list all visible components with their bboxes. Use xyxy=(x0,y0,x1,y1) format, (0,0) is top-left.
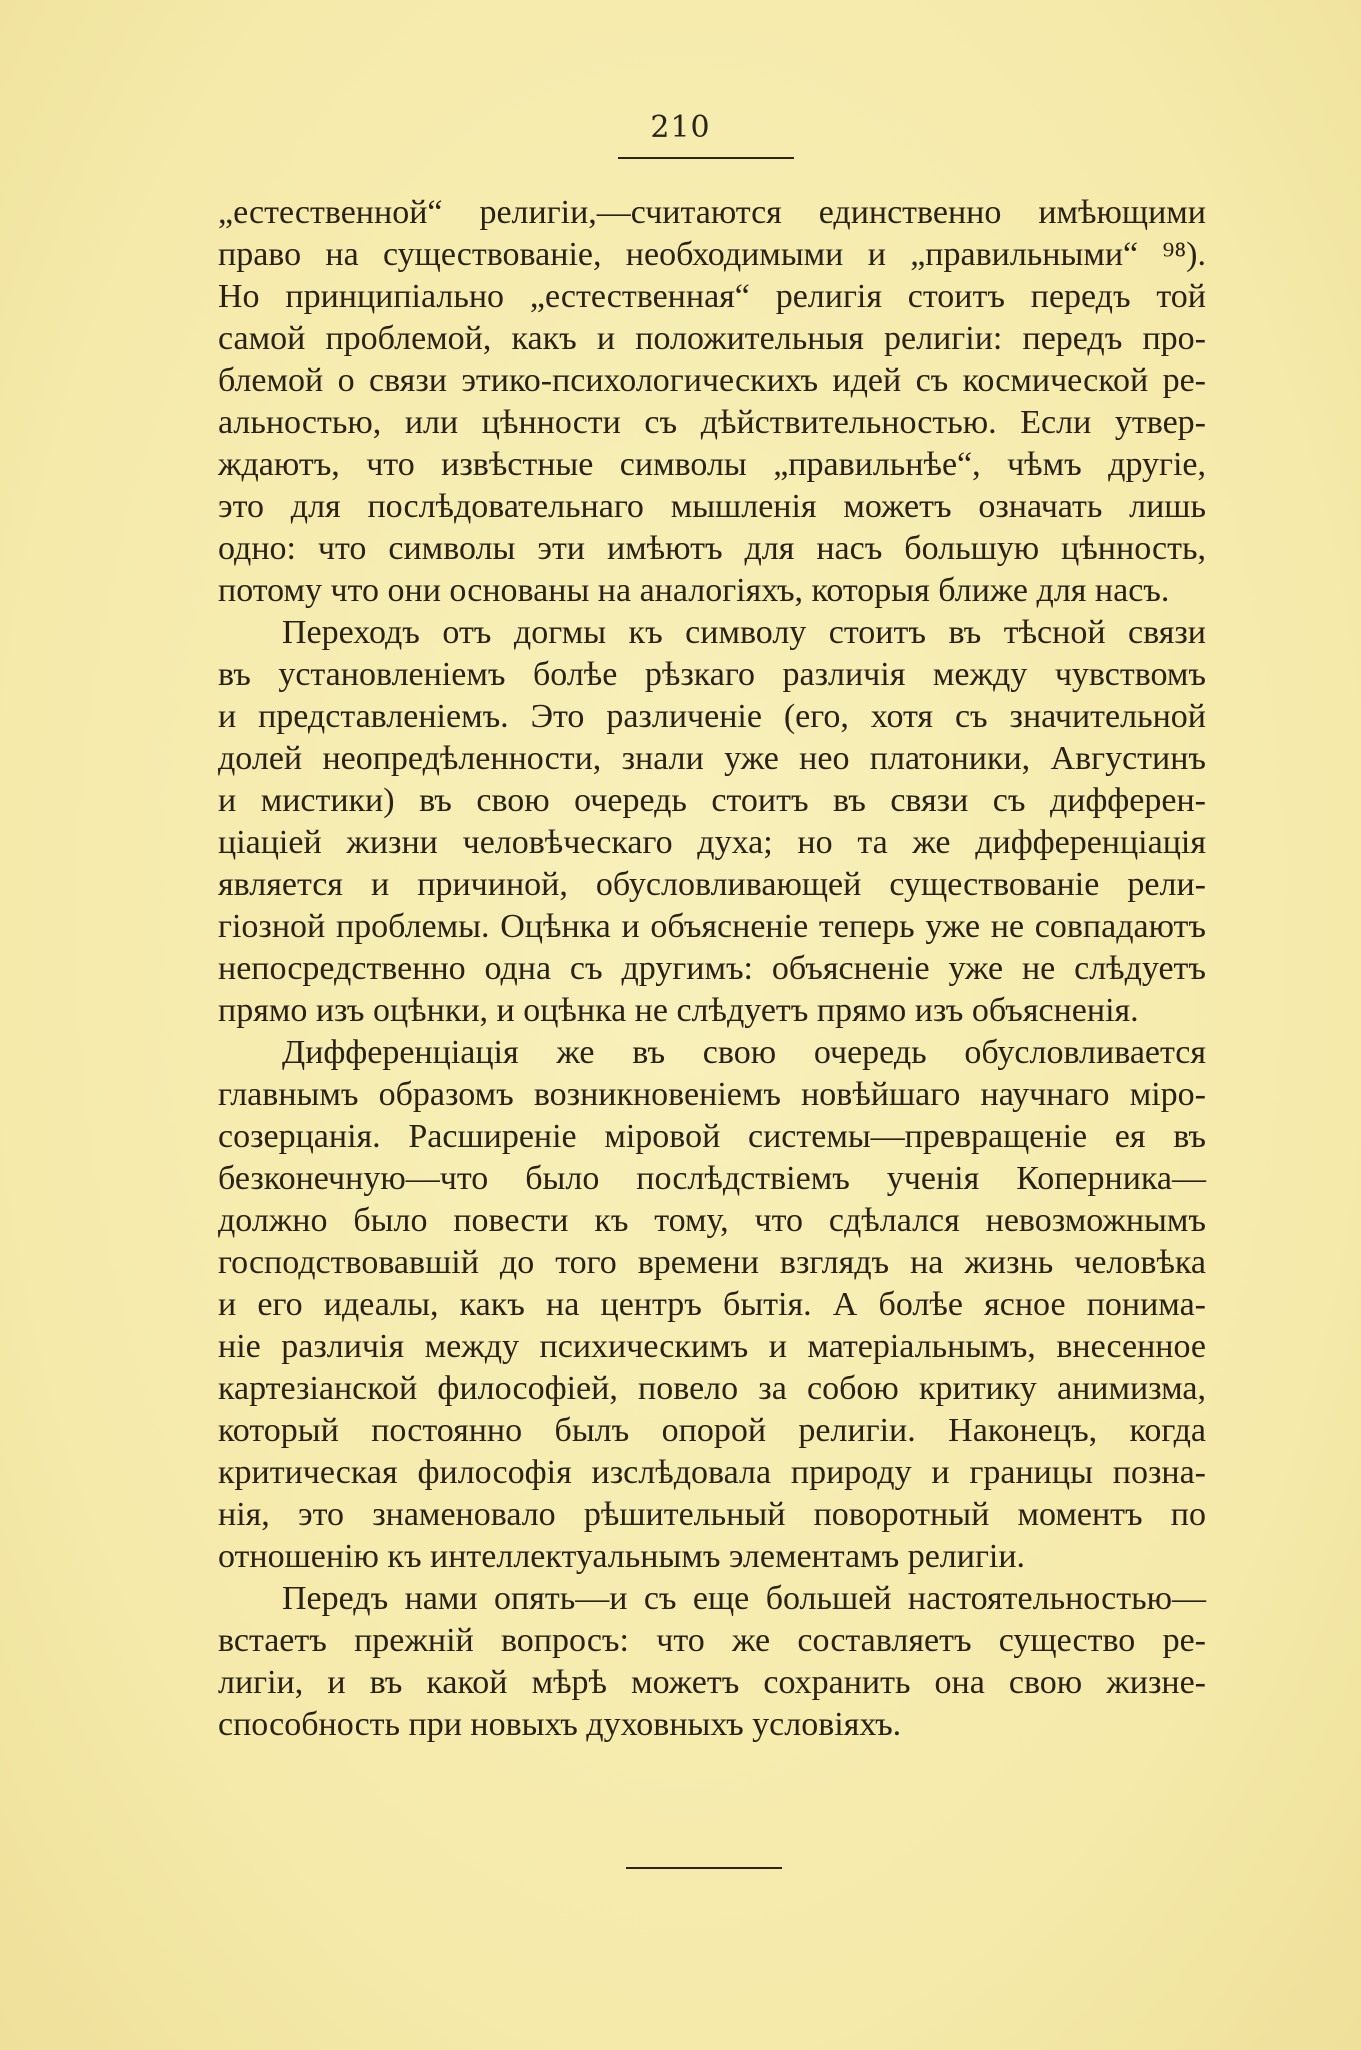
text-line: безконечную—что было послѣдствіемъ ученія Коперника— xyxy=(218,1160,1206,1197)
text-line: и представленіемъ. Это различеніе (его, хотя съ значительной xyxy=(218,698,1206,735)
text-line: способность при новыхъ духовныхъ условіяхъ. xyxy=(218,1706,902,1743)
page-number: 210 xyxy=(650,110,711,145)
text-line: одно: что символы эти имѣютъ для насъ большую цѣнность, xyxy=(218,530,1206,567)
text-line: это для послѣдовательнаго мышленія можетъ означать лишь xyxy=(218,488,1206,525)
text-line: долей неопредѣленности, знали уже нео платоники, Августинъ xyxy=(218,740,1206,777)
text-line: который постоянно былъ опорой религіи. Наконецъ, когда xyxy=(218,1412,1206,1449)
text-line: Дифференціація же въ свою очередь обусловливается xyxy=(282,1034,1206,1071)
header-rule xyxy=(618,157,794,159)
text-line: ціаціей жизни человѣческаго духа; но та же дифференціація xyxy=(218,824,1206,861)
text-line: потому что они основаны на аналогіяхъ, которыя ближе для насъ. xyxy=(218,572,1170,609)
text-line: должно было повести къ тому, что сдѣлался невозможнымъ xyxy=(218,1202,1206,1239)
text-line: самой проблемой, какъ и положительныя религіи: передъ про- xyxy=(218,320,1206,357)
text-line: Передъ нами опять—и съ еще большей настоятельностью— xyxy=(282,1580,1206,1617)
text-line: непосредственно одна съ другимъ: объясненіе уже не слѣдуетъ xyxy=(218,950,1206,987)
text-line: господствовавшій до того времени взглядъ на жизнь человѣка xyxy=(218,1244,1206,1281)
text-line: картезіанской философіей, повело за собою критику анимизма, xyxy=(218,1370,1206,1407)
text-line: Но принципіально „естественная“ религія стоитъ передъ той xyxy=(218,278,1206,315)
text-line: альностью, или цѣнности съ дѣйствительностью. Если утвер- xyxy=(218,404,1206,441)
text-line: ждаютъ, что извѣстные символы „правильнѣе“, чѣмъ другіе, xyxy=(218,446,1206,483)
text-line: „естественной“ религіи,—считаются единственно имѣющими xyxy=(218,194,1206,231)
footer-rule xyxy=(626,1867,782,1869)
text-line: встаетъ прежній вопросъ: что же составляетъ существо ре- xyxy=(218,1622,1206,1659)
text-line: блемой о связи этико-психологическихъ идей съ космической ре- xyxy=(218,362,1206,399)
text-line: прямо изъ оцѣнки, и оцѣнка не слѣдуетъ прямо изъ объясненія. xyxy=(218,992,1139,1029)
text-line: лигіи, и въ какой мѣрѣ можетъ сохранить она свою жизне- xyxy=(218,1664,1206,1701)
text-line: и мистики) въ свою очередь стоитъ въ связи съ дифферен- xyxy=(218,782,1206,819)
text-line: критическая философія изслѣдовала природу и границы позна- xyxy=(218,1454,1206,1491)
text-line: въ установленіемъ болѣе рѣзкаго различія между чувствомъ xyxy=(218,656,1206,693)
text-line: право на существованіе, необходимыми и „правильными“ ⁹⁸). xyxy=(218,236,1206,273)
text-line: гіозной проблемы. Оцѣнка и объясненіе теперь уже не совпадаютъ xyxy=(218,908,1206,945)
text-line: отношенію къ интеллектуальнымъ элементамъ религіи. xyxy=(218,1538,1026,1575)
text-line: ніе различія между психическимъ и матеріальнымъ, внесенное xyxy=(218,1328,1206,1365)
text-line: нія, это знаменовало рѣшительный поворотный моментъ по xyxy=(218,1496,1206,1533)
text-line: главнымъ образомъ возникновеніемъ новѣйшаго научнаго міро- xyxy=(218,1076,1206,1113)
body-text xyxy=(218,192,1206,1746)
text-line: Переходъ отъ догмы къ символу стоитъ въ тѣсной связи xyxy=(282,614,1206,651)
text-line: и его идеалы, какъ на центръ бытія. А болѣе ясное понима- xyxy=(218,1286,1206,1323)
text-line: созерцанія. Расширеніе міровой системы—превращеніе ея въ xyxy=(218,1118,1206,1155)
text-line: является и причиной, обусловливающей существованіе рели- xyxy=(218,866,1206,903)
